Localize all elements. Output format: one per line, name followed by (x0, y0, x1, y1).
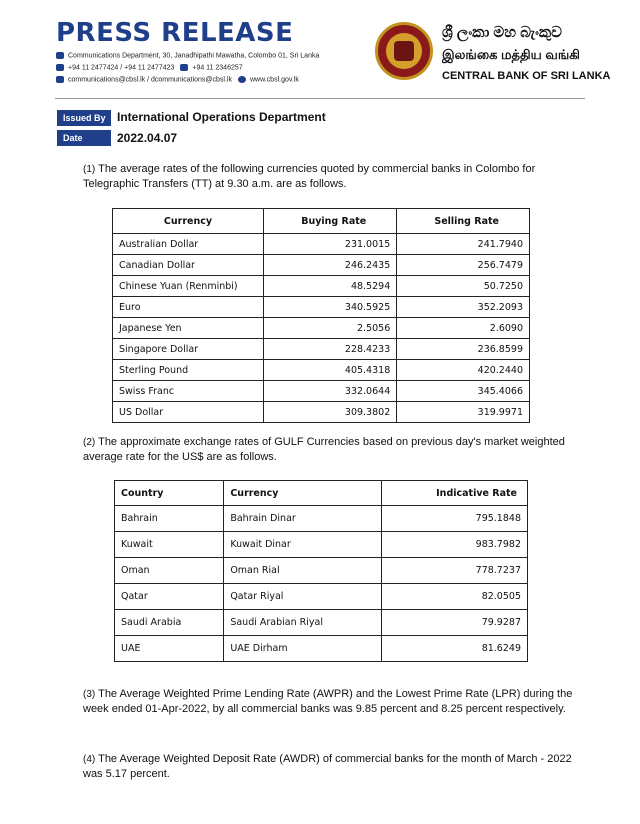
issued-by-label: Issued By (57, 110, 111, 126)
table-cell: 48.5294 (264, 276, 397, 297)
paragraph-4 (83, 752, 583, 782)
table-cell: 231.0015 (264, 234, 397, 255)
email-text[interactable]: communications@cbsl.lk / dcommunications@cbsl.lk (68, 76, 232, 84)
table-row (113, 297, 530, 318)
table-cell: 340.5925 (264, 297, 397, 318)
address-line (56, 52, 319, 59)
table-cell: Oman (115, 558, 224, 584)
table-cell: 236.8599 (397, 339, 530, 360)
paragraph-number: (4) (83, 754, 96, 765)
building-icon (56, 52, 64, 59)
table-cell: 405.4318 (264, 360, 397, 381)
table-row (115, 636, 528, 662)
issued-by-value: International Operations Department (117, 110, 326, 124)
table-header-row (115, 481, 528, 506)
web-link[interactable]: www.cbsl.gov.lk (249, 76, 299, 84)
table-row (115, 584, 528, 610)
seal-inner (386, 33, 422, 69)
bank-name-tamil: இலங்கை மத்திய வங்கி (442, 47, 580, 62)
table-row (113, 234, 530, 255)
table-row (113, 402, 530, 423)
paragraph-number: (1) (83, 164, 96, 175)
table-row (113, 255, 530, 276)
table-row (113, 360, 530, 381)
paragraph-text: The Average Weighted Prime Lending Rate (AWPR) and the Lowest Prime Rate (LPR) during the week ended 01-Apr-2022, by all commercial banks was 9.85 percent and 8.25 percent respectively. (83, 688, 573, 715)
table-row (115, 610, 528, 636)
table-row (113, 339, 530, 360)
date-label: Date (57, 130, 111, 146)
phone-line (56, 64, 243, 71)
paragraph-number: (2) (83, 437, 96, 448)
column-header-country: Country (115, 481, 224, 506)
table-cell: 82.0505 (381, 584, 527, 610)
table-cell: UAE Dirham (224, 636, 382, 662)
paragraph-2 (83, 435, 583, 465)
table-row (115, 532, 528, 558)
letterhead (0, 0, 640, 100)
table-cell: 983.7982 (381, 532, 527, 558)
table-cell: 246.2435 (264, 255, 397, 276)
table-cell: Singapore Dollar (113, 339, 264, 360)
table-cell: 309.3802 (264, 402, 397, 423)
column-header-currency: Currency (113, 209, 264, 234)
table-cell: Kuwait Dinar (224, 532, 382, 558)
paragraph-text: The Average Weighted Deposit Rate (AWDR) of commercial banks for the month of March - 2022 was 5.17 percent. (83, 753, 572, 780)
globe-icon (238, 76, 246, 83)
phone-icon (56, 64, 64, 71)
table-cell: 228.4233 (264, 339, 397, 360)
paragraph-text: The approximate exchange rates of GULF Currencies based on previous day's market weighted average rate for the US$ are as follows. (83, 436, 565, 463)
bank-name-english: CENTRAL BANK OF SRI LANKA (442, 70, 611, 82)
table-cell: 241.7940 (397, 234, 530, 255)
fax-icon (180, 64, 188, 71)
table-cell: 50.7250 (397, 276, 530, 297)
fax-text: +94 11 2346257 (192, 64, 243, 72)
table-cell: 795.1848 (381, 506, 527, 532)
page-title: PRESS RELEASE (56, 18, 294, 48)
paragraph-number: (3) (83, 689, 96, 700)
table-cell: Qatar Riyal (224, 584, 382, 610)
table-cell: Bahrain (115, 506, 224, 532)
table-cell: 352.2093 (397, 297, 530, 318)
table-row (115, 506, 528, 532)
table-cell: Japanese Yen (113, 318, 264, 339)
table-cell: Saudi Arabia (115, 610, 224, 636)
table-cell: Australian Dollar (113, 234, 264, 255)
table-cell: 79.9287 (381, 610, 527, 636)
column-header-buying: Buying Rate (264, 209, 397, 234)
table-cell: Saudi Arabian Riyal (224, 610, 382, 636)
cbsl-seal-logo (375, 22, 433, 80)
address-text: Communications Department, 30, Janadhipathi Mawatha, Colombo 01, Sri Lanka (68, 52, 320, 60)
gulf-rates-table (114, 480, 528, 662)
table-cell: 332.0644 (264, 381, 397, 402)
table-row (113, 318, 530, 339)
table-cell: Chinese Yuan (Renminbi) (113, 276, 264, 297)
email-line (56, 76, 299, 83)
table-cell: Kuwait (115, 532, 224, 558)
table-cell: Swiss Franc (113, 381, 264, 402)
email-icon (56, 76, 64, 83)
table-cell: 2.5056 (264, 318, 397, 339)
table-cell: Oman Rial (224, 558, 382, 584)
table-cell: 778.7237 (381, 558, 527, 584)
phone-text: +94 11 2477424 / +94 11 2477423 (68, 64, 175, 72)
tt-rates-table (112, 208, 530, 423)
table-cell: 345.4066 (397, 381, 530, 402)
paragraph-1 (83, 162, 583, 192)
column-header-indicative: Indicative Rate (381, 481, 527, 506)
table-cell: Bahrain Dinar (224, 506, 382, 532)
paragraph-3 (83, 687, 583, 717)
column-header-selling: Selling Rate (397, 209, 530, 234)
table-cell: US Dollar (113, 402, 264, 423)
table-cell: 81.6249 (381, 636, 527, 662)
header-divider (55, 98, 585, 99)
table-row (115, 558, 528, 584)
table-cell: Euro (113, 297, 264, 318)
table-row (113, 381, 530, 402)
table-cell: 420.2440 (397, 360, 530, 381)
table-cell: 319.9971 (397, 402, 530, 423)
date-value: 2022.04.07 (117, 131, 178, 145)
table-cell: 256.7479 (397, 255, 530, 276)
lion-icon (394, 41, 414, 61)
table-row (113, 276, 530, 297)
table-cell: UAE (115, 636, 224, 662)
column-header-currency: Currency (224, 481, 382, 506)
bank-name-sinhala: ශ්‍රී ලංකා මහ බැංකුව (442, 24, 562, 41)
table-cell: Sterling Pound (113, 360, 264, 381)
table-cell: 2.6090 (397, 318, 530, 339)
paragraph-text: The average rates of the following currencies quoted by commercial banks in Colombo for Telegraphic Transfers (TT) at 9.30 a.m. are as follows. (83, 163, 536, 190)
table-header-row (113, 209, 530, 234)
table-cell: Canadian Dollar (113, 255, 264, 276)
table-cell: Qatar (115, 584, 224, 610)
